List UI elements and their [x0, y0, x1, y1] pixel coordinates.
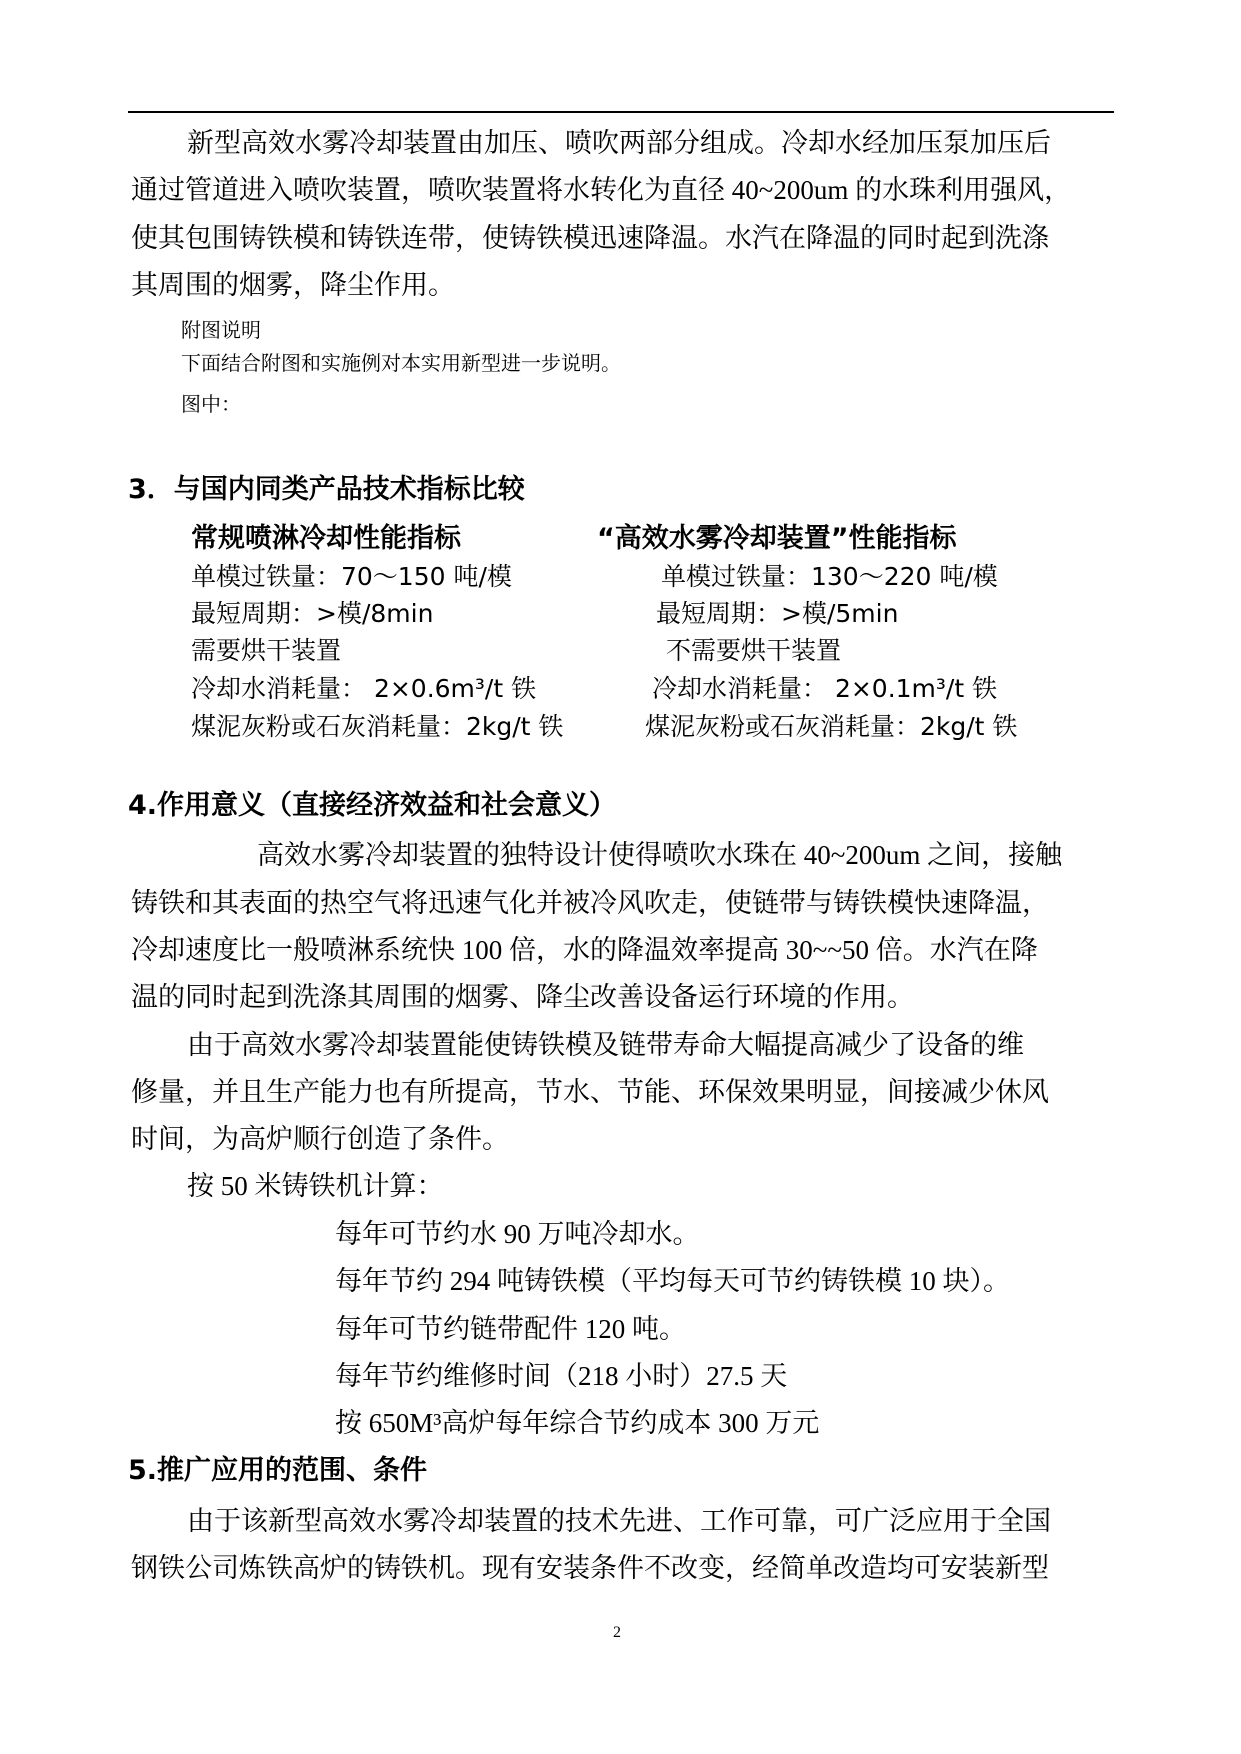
- left-spec-value: 需要烘干装置: [191, 636, 342, 665]
- figure-note: 下面结合附图和实施例对本实用新型进一步说明。: [181, 351, 621, 375]
- intro-line: 通过管道进入喷吹装置，喷吹装置将水转化为直径 40~200um 的水珠利用强风，: [131, 175, 1072, 205]
- intro-line: 其周围的烟雾，降尘作用。: [131, 270, 455, 300]
- right-spec-value: 不需要烘干装置: [666, 636, 842, 665]
- page-number: 2: [613, 1624, 621, 1641]
- calc-item: 每年可节约水 90 万吨冷却水。: [335, 1219, 700, 1249]
- left-spec-value: 单模过铁量：70～150 吨/模: [191, 562, 512, 591]
- calc-intro: 按 50 米铸铁机计算：: [187, 1171, 444, 1201]
- right-spec-value: 最短周期：>模/5min: [656, 599, 899, 628]
- body-line: 时间，为高炉顺行创造了条件。: [131, 1124, 509, 1154]
- body-line: 高效水雾冷却装置的独特设计使得喷吹水珠在 40~200um 之间，接触: [257, 840, 1063, 870]
- body-line: 由于该新型高效水雾冷却装置的技术先进、工作可靠，可广泛应用于全国: [187, 1506, 1051, 1536]
- body-line: 钢铁公司炼铁高炉的铸铁机。现有安装条件不改变，经简单改造均可安装新型: [131, 1553, 1049, 1583]
- left-spec-header: 常规喷淋冷却性能指标: [191, 523, 461, 554]
- left-spec-value: 煤泥灰粉或石灰消耗量：2kg/t 铁: [191, 712, 564, 741]
- intro-line: 新型高效水雾冷却装置由加压、喷吹两部分组成。冷却水经加压泵加压后: [187, 128, 1051, 158]
- calc-item: 每年节约 294 吨铸铁模（平均每天可节约铸铁模 10 块）。: [335, 1266, 1010, 1296]
- right-spec-value: 单模过铁量：130～220 吨/模: [661, 562, 998, 591]
- right-spec-value: 冷却水消耗量： 2×0.1m³/t 铁: [652, 674, 998, 703]
- section-4-title: 4.作用意义（直接经济效益和社会意义）: [128, 790, 617, 821]
- body-line: 由于高效水雾冷却装置能使铸铁模及链带寿命大幅提高减少了设备的维: [187, 1030, 1024, 1060]
- intro-line: 使其包围铸铁模和铸铁连带，使铸铁模迅速降温。水汽在降温的同时起到洗涤: [131, 223, 1049, 253]
- left-spec-value: 冷却水消耗量： 2×0.6m³/t 铁: [191, 674, 537, 703]
- body-line: 修量，并且生产能力也有所提高，节水、节能、环保效果明显，间接减少休风: [131, 1077, 1049, 1107]
- header-rule: [128, 111, 1114, 113]
- right-spec-header: “高效水雾冷却装置”性能指标: [597, 523, 957, 554]
- left-spec-value: 最短周期：>模/8min: [191, 599, 434, 628]
- calc-item: 按 650M³高炉每年综合节约成本 300 万元: [335, 1408, 820, 1438]
- section-5-title: 5.推广应用的范围、条件: [128, 1455, 428, 1486]
- figure-note: 附图说明: [181, 318, 261, 342]
- body-line: 温的同时起到洗涤其周围的烟雾、降尘改善设备运行环境的作用。: [131, 982, 914, 1012]
- body-line: 冷却速度比一般喷淋系统快 100 倍，水的降温效率提高 30~~50 倍。水汽在降: [131, 935, 1038, 965]
- section-3-title: 3．与国内同类产品技术指标比较: [128, 474, 525, 505]
- right-spec-value: 煤泥灰粉或石灰消耗量：2kg/t 铁: [645, 712, 1018, 741]
- body-line: 铸铁和其表面的热空气将迅速气化并被冷风吹走，使链带与铸铁模快速降温，: [131, 888, 1049, 918]
- figure-note: 图中：: [181, 392, 241, 416]
- calc-item: 每年节约维修时间（218 小时）27.5 天: [335, 1361, 788, 1391]
- calc-item: 每年可节约链带配件 120 吨。: [335, 1314, 686, 1344]
